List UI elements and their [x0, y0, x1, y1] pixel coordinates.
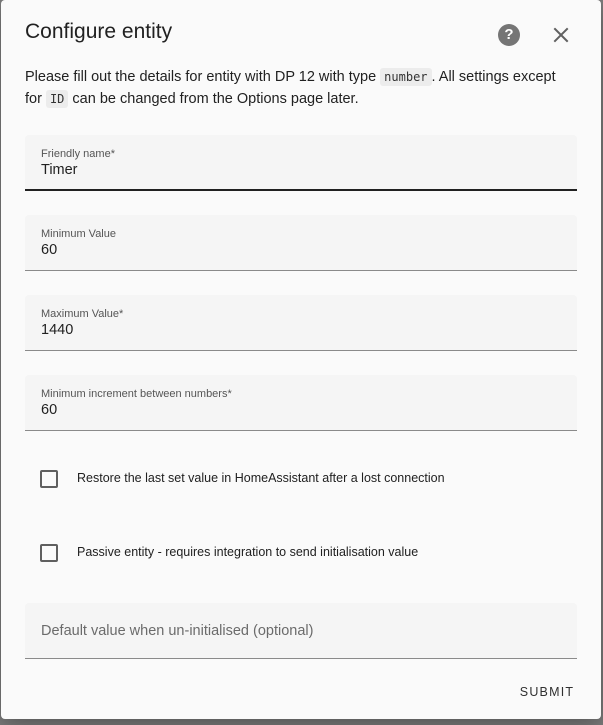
- increment-field[interactable]: [25, 375, 577, 431]
- maximum-value-field[interactable]: [25, 295, 577, 351]
- configure-entity-dialog: [1, 0, 601, 719]
- passive-entity-option[interactable]: [39, 543, 579, 563]
- dialog-title: Configure entity: [25, 20, 173, 43]
- passive-entity-label: Passive entity - requires integration to send initialisation value: [77, 545, 419, 559]
- increment-label: Minimum increment between numbers*: [41, 388, 232, 400]
- code-id: ID: [46, 90, 68, 108]
- default-value-field[interactable]: [25, 603, 577, 659]
- dialog-description: Please fill out the details for entity with DP 12 with type number . All settings except for ID can be changed from the Options page later.: [25, 69, 556, 107]
- minimum-value-label: Minimum Value: [41, 228, 116, 240]
- submit-button[interactable]: SUBMIT: [519, 685, 575, 699]
- close-icon[interactable]: [549, 23, 573, 47]
- restore-value-label: Restore the last set value in HomeAssistant after a lost connection: [77, 471, 445, 485]
- code-type: number: [380, 68, 431, 86]
- minimum-value-value[interactable]: 60: [41, 242, 58, 258]
- minimum-value-field[interactable]: [25, 215, 577, 271]
- help-circle-icon[interactable]: ?: [498, 24, 520, 46]
- friendly-name-label: Friendly name*: [41, 148, 115, 160]
- restore-value-checkbox[interactable]: [40, 470, 58, 488]
- maximum-value-label: Maximum Value*: [41, 308, 124, 320]
- default-value-placeholder: Default value when un-initialised (optional): [41, 623, 314, 639]
- passive-entity-checkbox[interactable]: [40, 544, 58, 562]
- increment-value[interactable]: 60: [41, 402, 58, 418]
- maximum-value-value[interactable]: 1440: [41, 322, 74, 338]
- friendly-name-value[interactable]: Timer: [41, 162, 78, 178]
- restore-value-option[interactable]: [39, 469, 579, 489]
- friendly-name-field[interactable]: [25, 135, 577, 191]
